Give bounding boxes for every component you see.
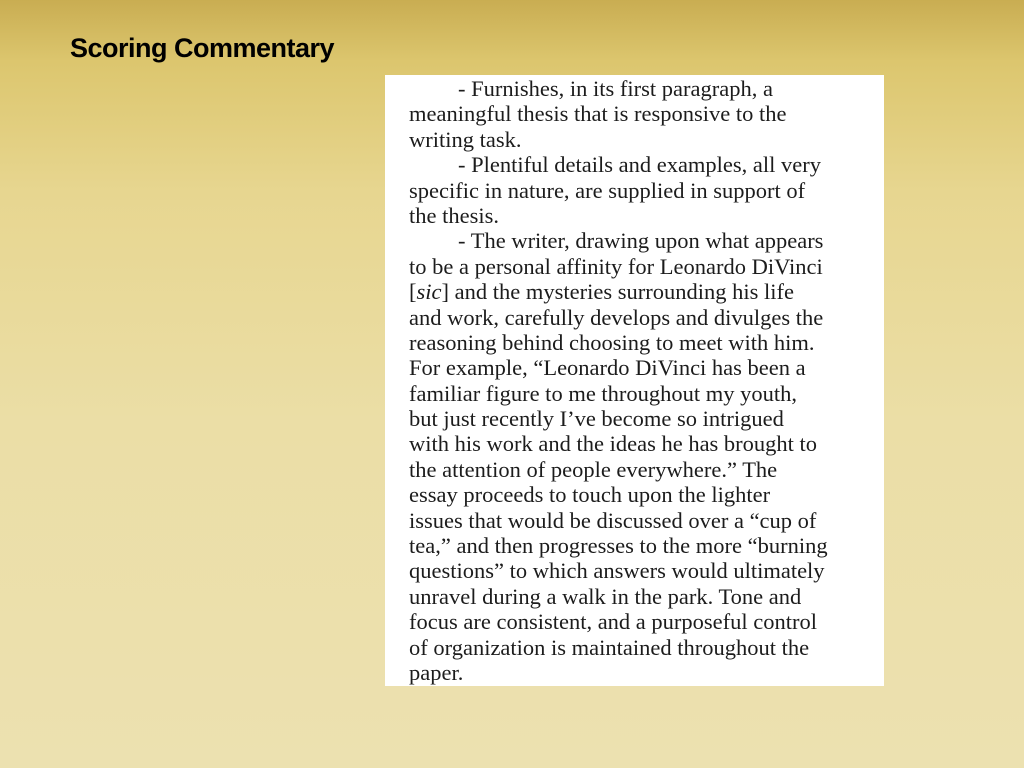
excerpt-line: of organization is maintained throughout the <box>409 634 810 660</box>
excerpt-line-sic <box>409 279 884 304</box>
excerpt-line: meaningful thesis that is responsive to the <box>409 101 787 127</box>
excerpt-line: - The writer, drawing upon what appears <box>458 228 824 254</box>
excerpt-line: - Furnishes, in its first paragraph, a <box>458 76 773 101</box>
excerpt-line: the attention of people everywhere.” The <box>409 456 778 482</box>
excerpt-line: specific in nature, are supplied in support of <box>409 177 806 203</box>
excerpt-line: the thesis. <box>409 202 499 228</box>
excerpt-line: with his work and the ideas he has brought to <box>409 431 818 457</box>
slide-title: Scoring Commentary <box>70 33 335 63</box>
excerpt-line: issues that would be discussed over a “cup of <box>409 507 817 533</box>
excerpt-line: tea,” and then progresses to the more “burning <box>409 533 828 559</box>
sic-marker: sic <box>416 279 442 305</box>
excerpt-line: For example, “Leonardo DiVinci has been a <box>409 355 806 381</box>
bracket-open: [ <box>409 279 417 305</box>
excerpt-line: paper. <box>409 659 464 685</box>
excerpt-line: questions” to which answers would ultimately <box>409 558 825 584</box>
excerpt-line: and work, carefully develops and divulges the <box>409 304 824 330</box>
excerpt-line: - Plentiful details and examples, all very <box>458 152 822 178</box>
excerpt-line: focus are consistent, and a purposeful control <box>409 609 817 635</box>
excerpt-line: writing task. <box>409 126 522 152</box>
sic-line-rest: ] and the mysteries surrounding his life <box>441 279 794 305</box>
excerpt-line: familiar figure to me throughout my youth, <box>409 380 798 406</box>
excerpt-line: to be a personal affinity for Leonardo DiVinci <box>409 253 823 279</box>
excerpt-line: reasoning behind choosing to meet with him. <box>409 329 815 355</box>
commentary-excerpt-panel <box>385 75 884 686</box>
excerpt-line: essay proceeds to touch upon the lighter <box>409 482 771 508</box>
excerpt-line: unravel during a walk in the park. Tone and <box>409 583 802 609</box>
excerpt-line: but just recently I’ve become so intrigued <box>409 406 784 432</box>
